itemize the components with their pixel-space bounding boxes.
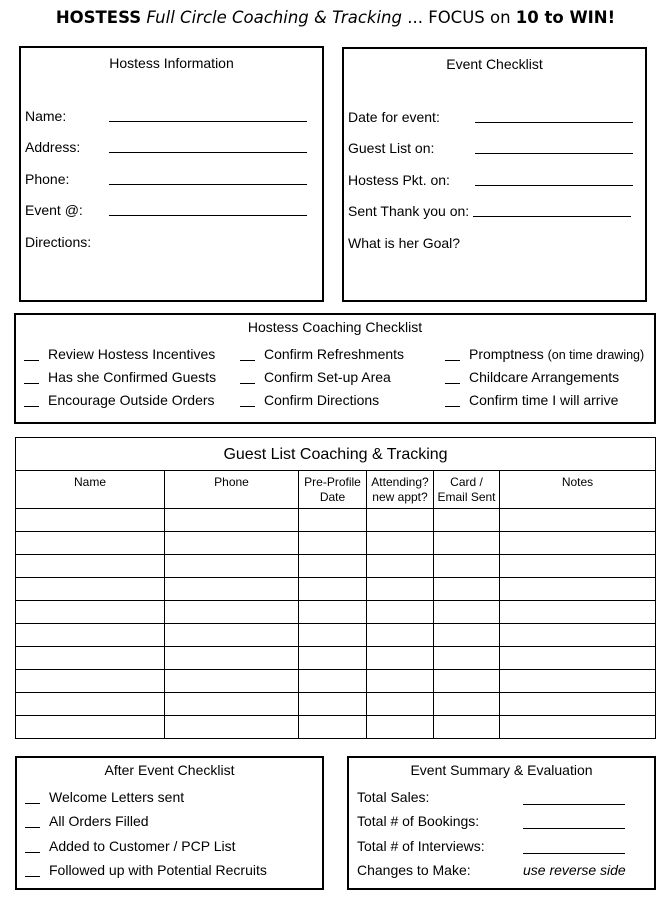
- checklist-item-childcare[interactable]: Childcare Arrangements: [445, 369, 619, 385]
- guest-cell-phone[interactable]: [165, 624, 299, 647]
- guest-cell-phone[interactable]: [165, 670, 299, 693]
- guest-cell-phone[interactable]: [165, 509, 299, 532]
- title-hostess: HOSTESS: [55, 8, 142, 27]
- guest-cell-card[interactable]: [434, 670, 500, 693]
- total-sales-field[interactable]: [523, 804, 625, 805]
- phone-field[interactable]: [109, 184, 307, 185]
- her-goal-label: What is her Goal?: [348, 235, 461, 251]
- after-item-welcome-letters[interactable]: Welcome Letters sent: [25, 789, 184, 805]
- guest-cell-name[interactable]: [16, 555, 165, 578]
- sent-thank-you-field[interactable]: [473, 216, 631, 217]
- guest-cell-name[interactable]: [16, 670, 165, 693]
- col-header-attending: Attending? new appt?: [367, 471, 434, 509]
- guest-cell-card[interactable]: [434, 532, 500, 555]
- date-for-event-label: Date for event:: [348, 109, 440, 125]
- table-row: [16, 716, 656, 739]
- event-summary-heading: Event Summary & Evaluation: [410, 762, 593, 778]
- guest-cell-attending[interactable]: [367, 693, 434, 716]
- title-full-circle: Full Circle Coaching & Tracking: [146, 8, 402, 27]
- guest-cell-attending[interactable]: [367, 555, 434, 578]
- hostess-pkt-on-label: Hostess Pkt. on:: [348, 172, 450, 188]
- guest-cell-preprofile[interactable]: [299, 716, 367, 739]
- guest-cell-card[interactable]: [434, 624, 500, 647]
- checklist-item-outside-orders[interactable]: Encourage Outside Orders: [24, 392, 215, 408]
- guest-cell-name[interactable]: [16, 509, 165, 532]
- guest-cell-preprofile[interactable]: [299, 693, 367, 716]
- guest-cell-phone[interactable]: [165, 555, 299, 578]
- after-event-heading: After Event Checklist: [104, 762, 235, 778]
- checklist-item-setup-area[interactable]: Confirm Set-up Area: [240, 369, 391, 385]
- guest-cell-name[interactable]: [16, 693, 165, 716]
- col-header-phone: Phone: [165, 471, 299, 509]
- table-row: [16, 624, 656, 647]
- col-header-notes: Notes: [500, 471, 656, 509]
- guest-cell-attending[interactable]: [367, 509, 434, 532]
- guest-cell-notes[interactable]: [500, 647, 656, 670]
- guest-cell-attending[interactable]: [367, 601, 434, 624]
- total-interviews-label: Total # of Interviews:: [357, 838, 485, 854]
- guest-cell-preprofile[interactable]: [299, 555, 367, 578]
- event-checklist-box: [342, 47, 647, 302]
- guest-cell-preprofile[interactable]: [299, 647, 367, 670]
- total-interviews-field[interactable]: [523, 853, 625, 854]
- event-at-field[interactable]: [109, 215, 307, 216]
- table-row: [16, 601, 656, 624]
- checklist-item-directions[interactable]: Confirm Directions: [240, 392, 379, 408]
- checklist-item-promptness[interactable]: Promptness (on time drawing): [445, 346, 644, 362]
- guest-cell-name[interactable]: [16, 601, 165, 624]
- guest-list-on-label: Guest List on:: [348, 140, 435, 156]
- checklist-item-confirmed-guests[interactable]: Has she Confirmed Guests: [24, 369, 216, 385]
- guest-cell-preprofile[interactable]: [299, 624, 367, 647]
- sent-thank-you-label: Sent Thank you on:: [348, 203, 470, 219]
- after-item-orders-filled[interactable]: All Orders Filled: [25, 813, 149, 829]
- guest-cell-card[interactable]: [434, 716, 500, 739]
- guest-cell-preprofile[interactable]: [299, 601, 367, 624]
- table-row: [16, 532, 656, 555]
- table-row: [16, 647, 656, 670]
- event-at-label: Event @:: [25, 202, 83, 218]
- name-label: Name:: [25, 108, 67, 124]
- title-ten-to-win: 10 to WIN!: [515, 8, 616, 27]
- guest-cell-card[interactable]: [434, 555, 500, 578]
- guest-cell-attending[interactable]: [367, 670, 434, 693]
- guest-cell-card[interactable]: [434, 509, 500, 532]
- checklist-item-review-incentives[interactable]: Review Hostess Incentives: [24, 346, 215, 362]
- col-header-name: Name: [16, 471, 165, 509]
- title-focus: ... FOCUS on: [407, 8, 511, 27]
- guest-cell-preprofile[interactable]: [299, 532, 367, 555]
- col-header-card-sent: Card / Email Sent: [434, 471, 500, 509]
- table-row: [16, 670, 656, 693]
- guest-cell-phone[interactable]: [165, 532, 299, 555]
- guest-cell-attending[interactable]: [367, 578, 434, 601]
- guest-cell-notes[interactable]: [500, 624, 656, 647]
- after-event-checklist-box: [15, 756, 324, 890]
- guest-cell-preprofile[interactable]: [299, 670, 367, 693]
- guest-cell-notes[interactable]: [500, 509, 656, 532]
- table-row: [16, 509, 656, 532]
- table-row: [16, 693, 656, 716]
- event-summary-box: [347, 756, 656, 890]
- hostess-information-heading: Hostess Information: [109, 55, 234, 71]
- guest-cell-attending[interactable]: [367, 716, 434, 739]
- guest-cell-preprofile[interactable]: [299, 578, 367, 601]
- changes-to-make-label: Changes to Make:: [357, 862, 471, 878]
- name-field[interactable]: [109, 121, 307, 122]
- guest-cell-attending[interactable]: [367, 532, 434, 555]
- page-title: [0, 8, 671, 27]
- hostess-pkt-on-field[interactable]: [475, 185, 633, 186]
- directions-label: Directions:: [25, 234, 92, 250]
- checklist-item-refreshments[interactable]: Confirm Refreshments: [240, 346, 404, 362]
- total-sales-label: Total Sales:: [357, 789, 430, 805]
- after-item-customer-list[interactable]: Added to Customer / PCP List: [25, 838, 236, 854]
- guest-cell-notes[interactable]: [500, 532, 656, 555]
- col-header-preprofile: Pre-Profile Date: [299, 471, 367, 509]
- guest-cell-attending[interactable]: [367, 647, 434, 670]
- after-item-potential-recruits[interactable]: Followed up with Potential Recruits: [25, 862, 267, 878]
- guest-list-heading: Guest List Coaching & Tracking: [16, 438, 656, 471]
- coaching-checklist-heading: Hostess Coaching Checklist: [247, 319, 423, 335]
- guest-cell-notes[interactable]: [500, 578, 656, 601]
- phone-label: Phone:: [25, 171, 70, 187]
- guest-cell-name[interactable]: [16, 647, 165, 670]
- guest-cell-name[interactable]: [16, 578, 165, 601]
- event-checklist-heading: Event Checklist: [446, 56, 543, 72]
- guest-cell-name[interactable]: [16, 624, 165, 647]
- address-label: Address:: [25, 139, 81, 155]
- checklist-item-arrival-time[interactable]: Confirm time I will arrive: [445, 392, 618, 408]
- guest-cell-name[interactable]: [16, 532, 165, 555]
- table-row: [16, 555, 656, 578]
- guest-cell-name[interactable]: [16, 716, 165, 739]
- table-row: [16, 578, 656, 601]
- guest-cell-notes[interactable]: [500, 670, 656, 693]
- total-bookings-field[interactable]: [523, 828, 625, 829]
- guest-cell-phone[interactable]: [165, 716, 299, 739]
- total-bookings-label: Total # of Bookings:: [357, 813, 480, 829]
- guest-cell-preprofile[interactable]: [299, 509, 367, 532]
- guest-list-section: [15, 437, 655, 742]
- address-field[interactable]: [109, 152, 307, 153]
- guest-cell-notes[interactable]: [500, 555, 656, 578]
- guest-cell-notes[interactable]: [500, 716, 656, 739]
- hostess-information-box: [19, 46, 324, 302]
- guest-cell-notes[interactable]: [500, 693, 656, 716]
- guest-cell-attending[interactable]: [367, 624, 434, 647]
- guest-list-on-field[interactable]: [475, 153, 633, 154]
- guest-cell-card[interactable]: [434, 647, 500, 670]
- guest-cell-notes[interactable]: [500, 601, 656, 624]
- guest-cell-card[interactable]: [434, 693, 500, 716]
- guest-cell-phone[interactable]: [165, 693, 299, 716]
- guest-cell-card[interactable]: [434, 601, 500, 624]
- use-reverse-side-note: use reverse side: [523, 862, 626, 878]
- guest-cell-phone[interactable]: [165, 601, 299, 624]
- date-for-event-field[interactable]: [475, 122, 633, 123]
- hostess-coaching-checklist-box: [14, 313, 656, 424]
- guest-cell-phone[interactable]: [165, 578, 299, 601]
- guest-cell-card[interactable]: [434, 578, 500, 601]
- guest-list-table: [15, 437, 656, 739]
- guest-cell-phone[interactable]: [165, 647, 299, 670]
